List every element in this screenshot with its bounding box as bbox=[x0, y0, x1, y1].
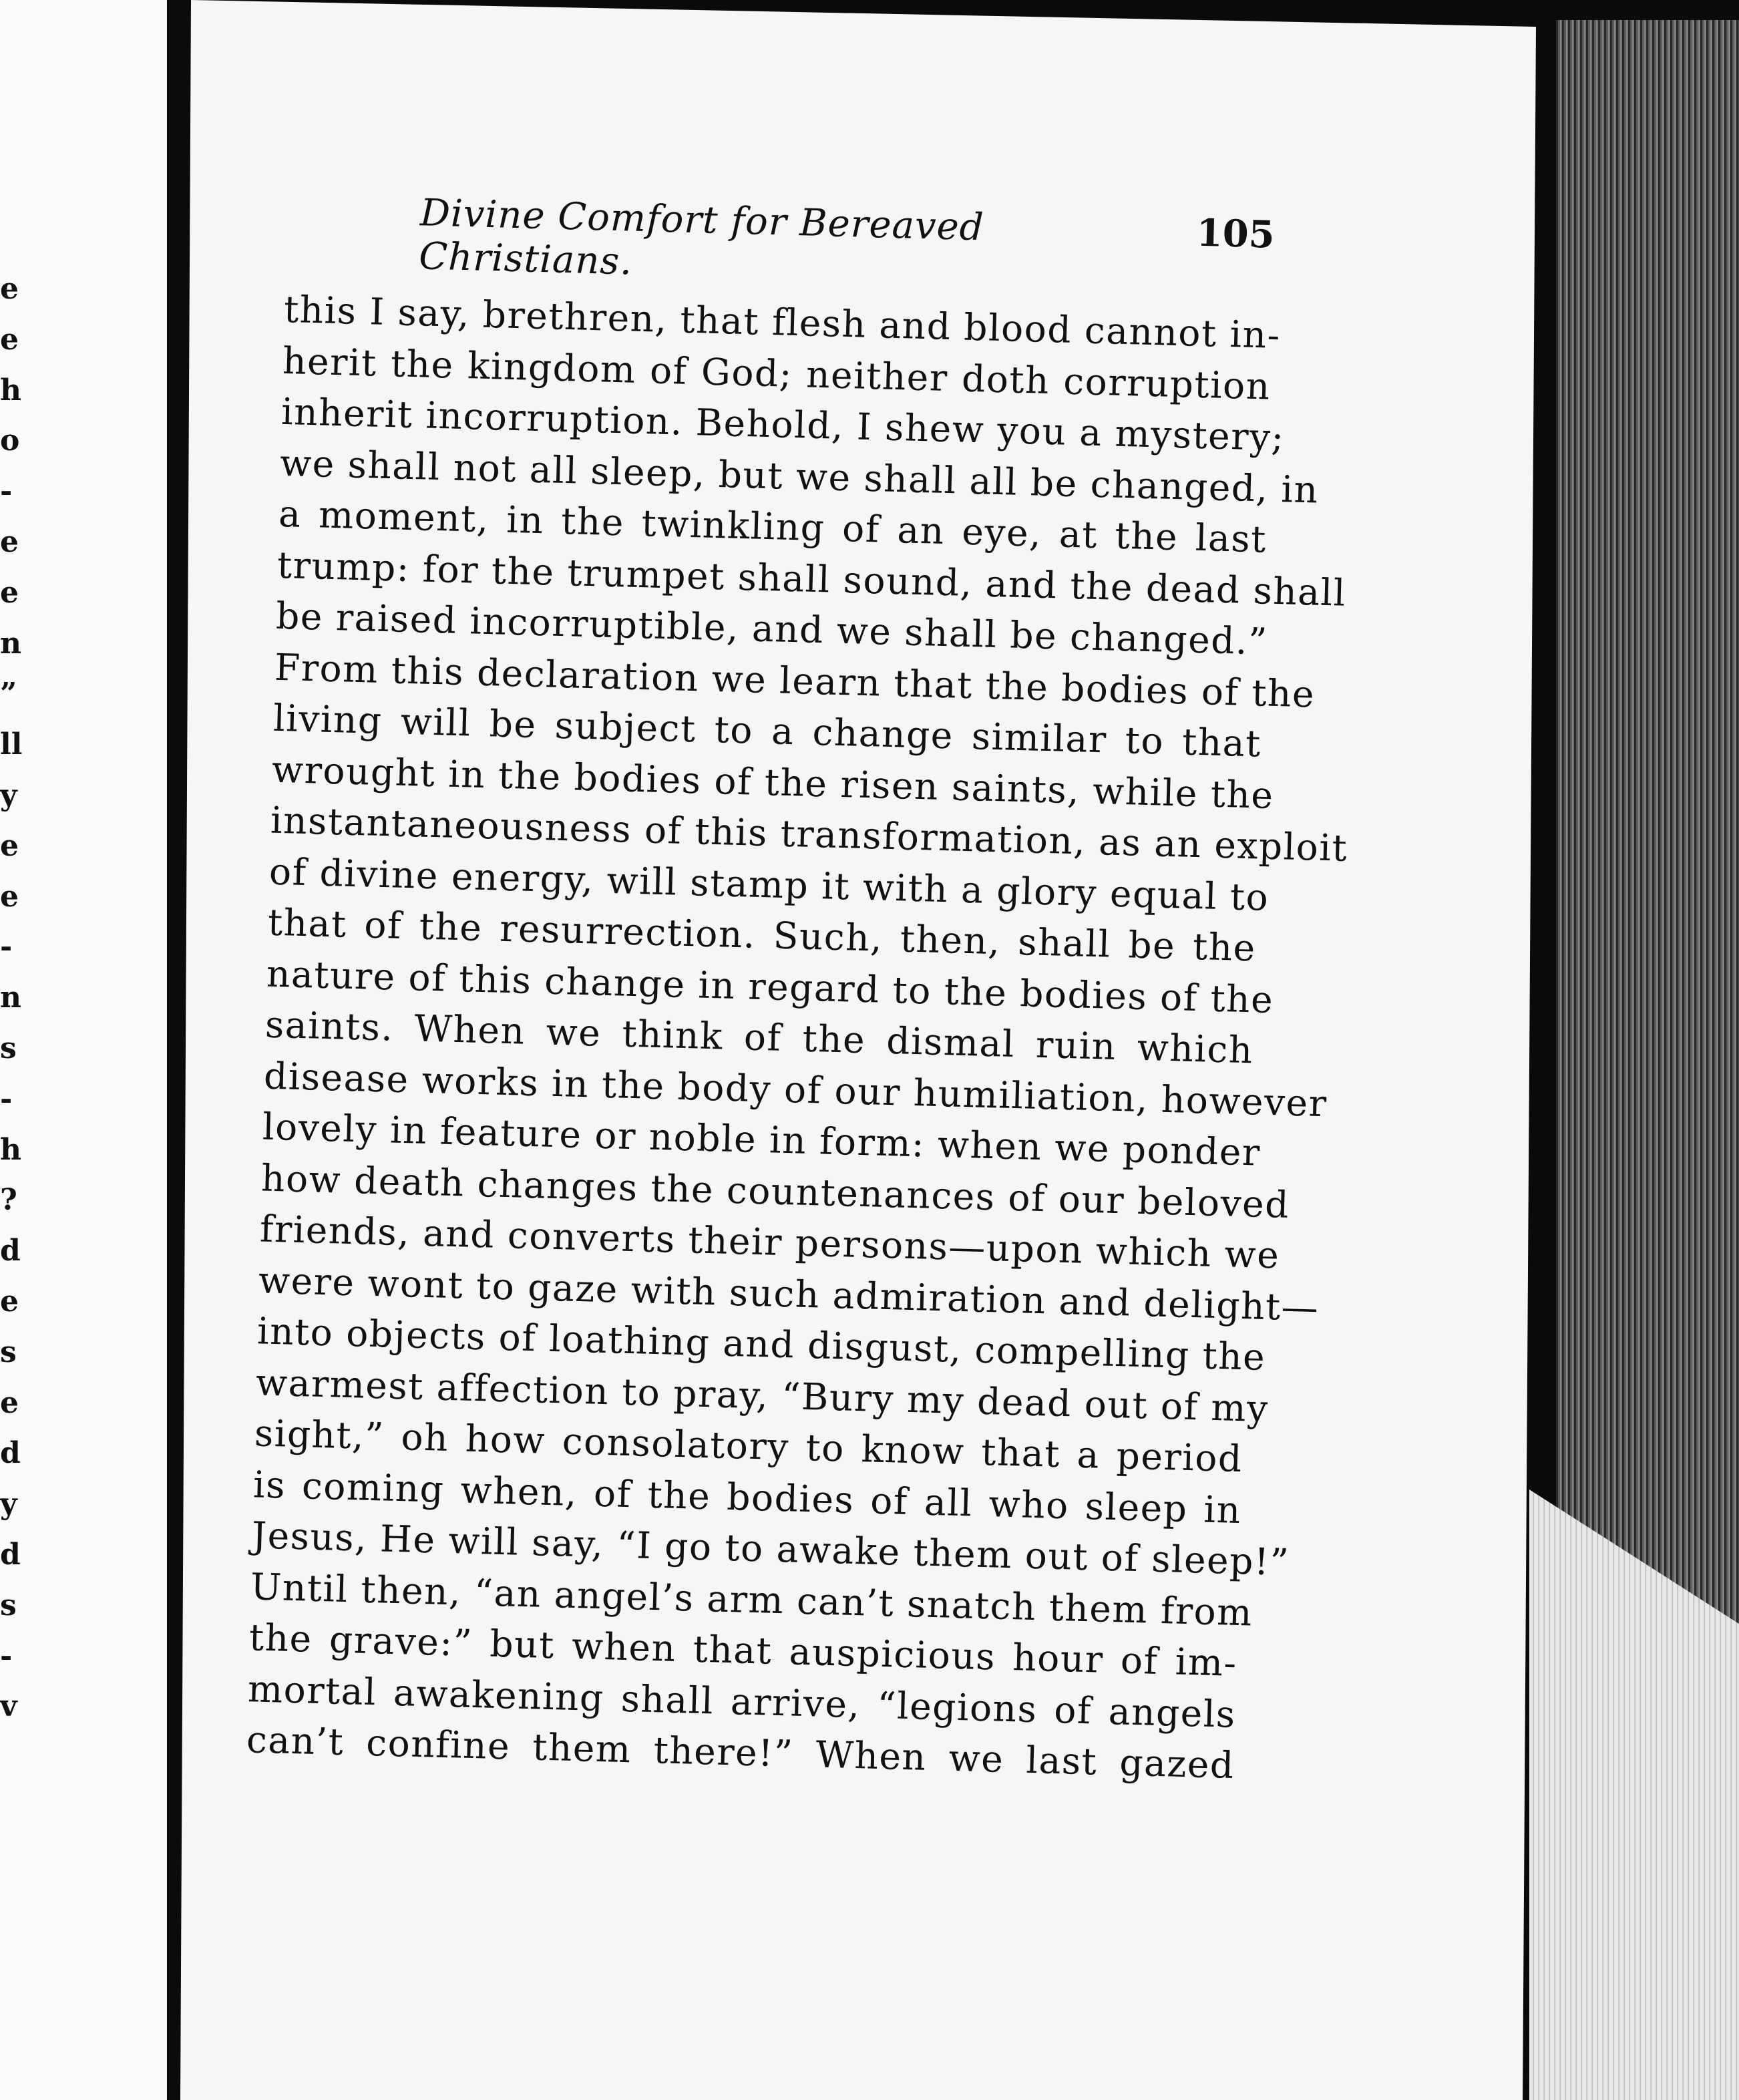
margin-char: d bbox=[0, 1436, 21, 1471]
margin-char: e bbox=[0, 575, 19, 610]
margin-char: y bbox=[0, 1487, 17, 1522]
margin-char: ” bbox=[0, 677, 17, 711]
margin-char: ll bbox=[0, 727, 23, 762]
margin-char: e bbox=[0, 1385, 19, 1420]
text-line: herit the kingdom of God; neither doth corruption bbox=[282, 339, 1272, 408]
text-line: inherit incorruption. Behold, I shew you a mystery; bbox=[280, 389, 1286, 460]
text-line: Jesus, He will say, “I go to awake them out of sleep!” bbox=[251, 1514, 1290, 1584]
text-line: were wont to gaze with such admiration and delight— bbox=[258, 1258, 1320, 1329]
margin-char: - bbox=[0, 1638, 13, 1673]
margin-char: e bbox=[0, 322, 19, 357]
text-line: sight,” oh how consolatory to know that a period bbox=[254, 1411, 1243, 1481]
margin-char: h bbox=[0, 373, 21, 407]
margin-char: d bbox=[0, 1537, 21, 1572]
text-line: friends, and converts their persons—upon which we bbox=[259, 1207, 1281, 1277]
margin-char: s bbox=[0, 1031, 17, 1065]
margin-char: e bbox=[0, 272, 19, 306]
text-line: warmest affection to pray, “Bury my dead out of my bbox=[255, 1360, 1270, 1430]
margin-char: s bbox=[0, 1588, 17, 1622]
text-line: wrought in the bodies of the risen saints, while the bbox=[271, 747, 1275, 817]
text-line: of divine energy, will stamp it with a glory equal to bbox=[268, 850, 1270, 919]
text-line: how death changes the countenances of our beloved bbox=[260, 1156, 1290, 1226]
text-line: mortal awakening shall arrive, “legions of angels bbox=[247, 1667, 1237, 1736]
text-line: nature of this change in regard to the bodies of the bbox=[266, 952, 1274, 1021]
text-line: the grave:” but when that auspicious hour of im- bbox=[248, 1616, 1238, 1685]
margin-char: - bbox=[0, 930, 13, 965]
running-head-title: Divine Comfort for Bereaved Christians. bbox=[418, 191, 985, 284]
margin-char: ? bbox=[0, 1183, 17, 1218]
text-line: be raised incorruptible, and we shall be changed.” bbox=[275, 594, 1269, 663]
margin-char: n bbox=[0, 626, 21, 661]
previous-page-line-endings bbox=[0, 264, 27, 1732]
body-text bbox=[246, 284, 1348, 1791]
previous-page-edge bbox=[0, 0, 172, 2100]
text-line: saints. When we think of the dismal ruin which bbox=[264, 1003, 1254, 1072]
margin-char: o bbox=[0, 423, 20, 458]
margin-char: e bbox=[0, 879, 19, 914]
page-text bbox=[246, 187, 1348, 1791]
text-line: From this declaration we learn that the bodies of the bbox=[274, 645, 1316, 716]
text-line: into objects of loathing and disgust, compelling the bbox=[256, 1309, 1267, 1379]
text-line: Until then, “an angel’s arm can’t snatch them from bbox=[250, 1564, 1253, 1634]
margin-char: d bbox=[0, 1234, 21, 1268]
text-line: we shall not all sleep, but we shall all be changed, in bbox=[279, 441, 1320, 512]
margin-char: e bbox=[0, 828, 19, 863]
text-line: is coming when, of the bodies of all who sleep in bbox=[252, 1462, 1242, 1532]
text-line: lovely in feature or noble in form: when we ponder bbox=[262, 1105, 1262, 1174]
margin-char: v bbox=[0, 1689, 17, 1724]
text-line: this I say, brethren, that flesh and blood cannot in- bbox=[283, 287, 1282, 357]
text-line: a moment, in the twinkling of an eye, at the last bbox=[278, 492, 1268, 561]
text-line: instantaneousness of this transformation, as an exploit bbox=[270, 798, 1348, 870]
margin-char: s bbox=[0, 1335, 17, 1369]
margin-char: e bbox=[0, 1284, 19, 1319]
text-line: can’t confine them there!” When we last gazed bbox=[246, 1718, 1235, 1787]
margin-char: e bbox=[0, 524, 19, 559]
text-line: living will be subject to a change similar to that bbox=[272, 696, 1262, 765]
text-line: that of the resurrection. Such, then, shall be the bbox=[267, 900, 1257, 970]
margin-char: n bbox=[0, 981, 21, 1015]
margin-char: - bbox=[0, 474, 13, 509]
margin-char: - bbox=[0, 1081, 13, 1116]
margin-char: h bbox=[0, 1132, 21, 1167]
margin-char: y bbox=[0, 777, 17, 812]
text-line: trump: for the trumpet shall sound, and the dead shall bbox=[276, 543, 1347, 615]
page-number: 105 bbox=[1195, 210, 1276, 257]
text-line: disease works in the body of our humiliation, however bbox=[263, 1054, 1328, 1125]
